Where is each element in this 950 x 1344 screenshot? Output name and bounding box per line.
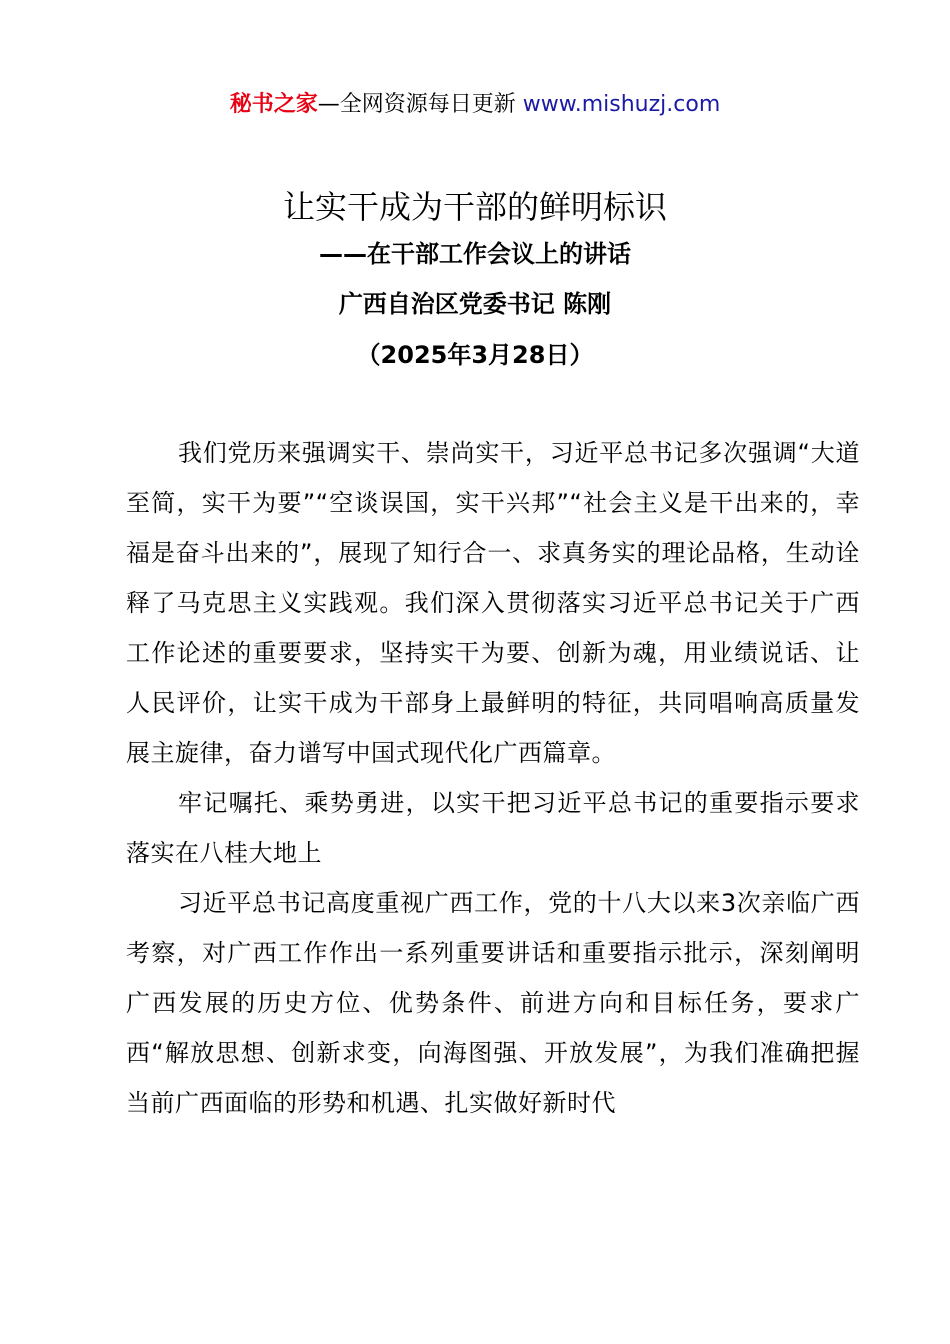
document-author: 广西自治区党委书记 陈刚	[338, 290, 612, 318]
site-url-link[interactable]: www.mishuzj.com	[522, 92, 721, 117]
section-heading: 牢记嘱托、乘势勇进，以实干把习近平总书记的重要指示要求落实在八桂大地上	[126, 789, 860, 867]
site-header	[0, 88, 950, 122]
document-subtitle: ——在干部工作会议上的讲话	[319, 240, 631, 268]
document-date: （2025年3月28日）	[356, 341, 594, 369]
body-paragraph: 我们党历来强调实干、崇尚实干，习近平总书记多次强调“大道至简，实干为要”“空谈误国，实干兴邦”“社会主义是干出来的，幸福是奋斗出来的”，展现了知行合一、求真务实的理论品格，生动诠释了马克思主义实践观。我们深入贯彻落实习近平总书记关于广西工作论述的重要要求，坚持实干为要、创新为魂，用业绩说话、让人民评价，让实干成为干部身上最鲜明的特征，共同唱响高质量发展主旋律，奋力谱写中国式现代化广西篇章。	[126, 439, 860, 767]
body-paragraph: 习近平总书记高度重视广西工作，党的十八大以来3次亲临广西考察，对广西工作作出一系列重要讲话和重要指示批示，深刻阐明广西发展的历史方位、优势条件、前进方向和目标任务，要求广西“解放思想、创新求变，向海图强、开放发展”，为我们准确把握当前广西面临的形势和机遇、扎实做好新时代	[126, 889, 860, 1117]
header-slogan: —全网资源每日更新	[317, 92, 523, 117]
document-body	[126, 428, 860, 1128]
brand-name: 秘书之家	[229, 92, 318, 117]
document-title: 让实干成为干部的鲜明标识	[282, 188, 667, 226]
